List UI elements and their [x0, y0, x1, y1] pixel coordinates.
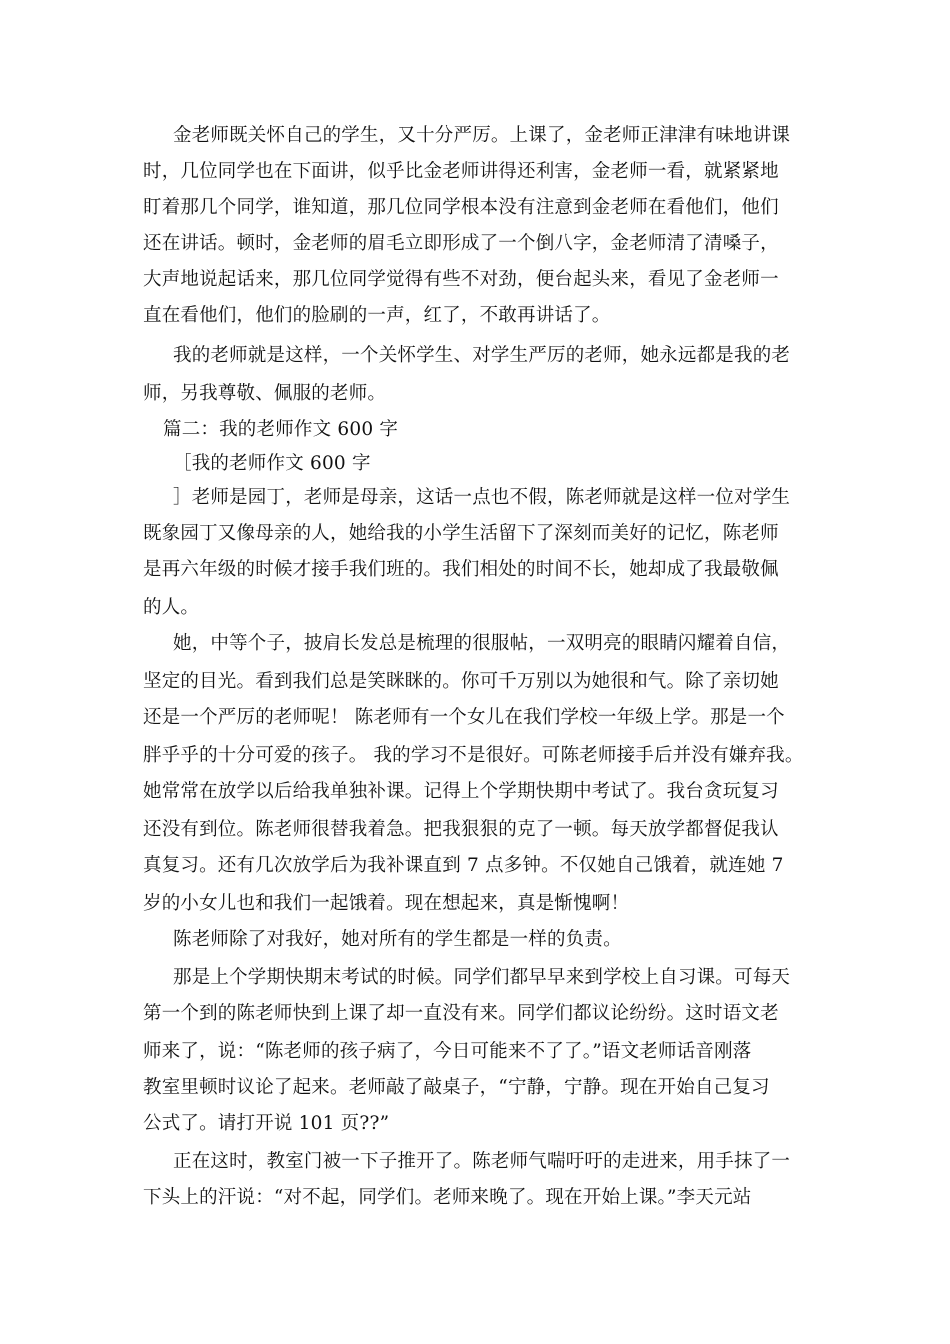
paragraph-line: 是再六年级的时候才接手我们班的。我们相处的时间不长，她却成了我最敬佩 — [143, 559, 779, 580]
paragraph-line: 胖乎乎的十分可爱的孩子。 我的学习不是很好。可陈老师接手后并没有嫌弃我。 — [143, 745, 804, 766]
paragraph-line: 第一个到的陈老师快到上课了却一直没有来。同学们都议论纷纷。这时语文老 — [143, 1003, 779, 1024]
paragraph-line: 还没有到位。陈老师很替我着急。把我狠狠的克了一顿。每天放学都督促我认 — [143, 819, 779, 840]
paragraph-line: 教室里顿时议论了起来。老师敲了敲桌子，“宁静，宁静。现在开始自己复习 — [143, 1077, 770, 1098]
paragraph-line: 陈老师除了对我好，她对所有的学生都是一样的负责。 — [173, 929, 622, 950]
paragraph-line: 她，中等个子，披肩长发总是梳理的很服帖，一双明亮的眼睛闪耀着自信， — [173, 633, 791, 654]
paragraph-line: 我的老师就是这样，一个关怀学生、对学生严厉的老师，她永远都是我的老 — [173, 345, 791, 366]
paragraph-line: 金老师既关怀自己的学生，又十分严厉。上课了，金老师正津津有味地讲课 — [173, 125, 791, 146]
paragraph-line: 时，几位同学也在下面讲，似乎比金老师讲得还利害，金老师一看，就紧紧地 — [143, 161, 779, 182]
paragraph-line: 真复习。还有几次放学后为我补课直到 7 点多钟。不仅她自己饿着，就连她 7 — [143, 855, 784, 876]
paragraph-line: 既象园丁又像母亲的人，她给我的小学生活留下了深刻而美好的记忆，陈老师 — [143, 523, 779, 544]
paragraph-line: ］老师是园丁，老师是母亲，这话一点也不假，陈老师就是这样一位对学生 — [173, 487, 791, 508]
paragraph-line: 下头上的汗说：“对不起，同学们。老师来晚了。现在开始上课。”李天元站 — [143, 1187, 752, 1208]
section-heading: 篇二：我的老师作文 600 字 — [163, 419, 399, 440]
paragraph-line: 师，另我尊敬、佩服的老师。 — [143, 383, 387, 404]
paragraph-line: 盯着那几个同学，谁知道，那几位同学根本没有注意到金老师在看他们，他们 — [143, 197, 779, 218]
paragraph-line: 坚定的目光。看到我们总是笑眯眯的。你可千万别以为她很和气。除了亲切她 — [143, 671, 779, 692]
paragraph-line: 还是一个严厉的老师呢！ 陈老师有一个女儿在我们学校一年级上学。那是一个 — [143, 707, 785, 728]
paragraph-line: 那是上个学期快期末考试的时候。同学们都早早来到学校上自习课。可每天 — [173, 967, 791, 988]
paragraph-line: 的人。 — [143, 597, 200, 618]
paragraph-line: 大声地说起话来，那几位同学觉得有些不对劲，便台起头来，看见了金老师一 — [143, 269, 779, 290]
bracket-title: ［我的老师作文 600 字 — [173, 453, 371, 474]
paragraph-line: 还在讲话。顿时，金老师的眉毛立即形成了一个倒八字，金老师清了清嗓子， — [143, 233, 779, 254]
paragraph-line: 她常常在放学以后给我单独补课。记得上个学期快期中考试了。我台贪玩复习 — [143, 781, 779, 802]
paragraph-line: 直在看他们，他们的脸刷的一声，红了，不敢再讲话了。 — [143, 305, 611, 326]
paragraph-line: 师来了，说：“陈老师的孩子病了，今日可能来不了了。”语文老师话音刚落 — [143, 1041, 752, 1062]
paragraph-line: 正在这时，教室门被一下子推开了。陈老师气喘吁吁的走进来，用手抹了一 — [173, 1151, 791, 1172]
paragraph-line: 岁的小女儿也和我们一起饿着。现在想起来，真是惭愧啊！ — [143, 893, 630, 914]
paragraph-line: 公式了。请打开说 101 页??” — [143, 1113, 390, 1134]
